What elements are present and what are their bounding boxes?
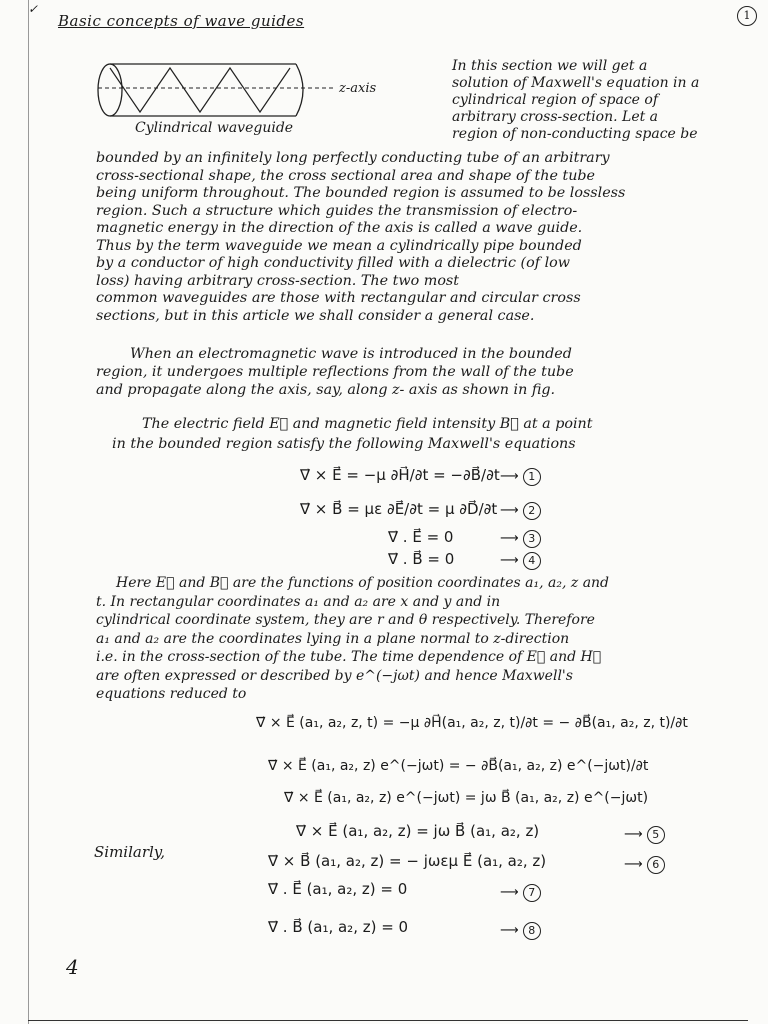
derivation-line-1: ∇⃗ × E⃗ (a₁, a₂, z, t) = −μ ∂H⃗(a₁, a₂, z, t)/∂t = − ∂B⃗(a₁, a₂, z, t)/∂t <box>256 715 688 731</box>
text-line: Thus by the term waveguide we mean a cylindrically pipe bounded <box>96 237 582 254</box>
text-line: and propagate along the axis, say, along z- axis as shown in fig. <box>96 382 556 398</box>
text-line: equations reduced to <box>96 686 247 702</box>
text-line: region. Such a structure which guides the transmission of electro- <box>96 202 578 219</box>
maxwell-equation-2: ∇⃗ × B⃗ = με ∂E⃗/∂t = μ ∂D⃗/∂t <box>300 500 498 518</box>
text-line: in the bounded region satisfy the following Maxwell's equations <box>112 436 576 452</box>
text-line: t. In rectangular coordinates a₁ and a₂ are x and y and in <box>96 593 501 610</box>
text-line: region of non-conducting space be <box>452 126 698 142</box>
definition-paragraph <box>96 150 625 325</box>
similarly-label: Similarly, <box>94 843 166 861</box>
text-line: Here E⃗ and B⃗ are the functions of position coordinates a₁, a₂, z and <box>116 575 610 591</box>
page-title: Basic concepts of wave guides <box>58 12 305 30</box>
reflection-paragraph <box>96 345 574 399</box>
text-line: are often expressed or described by e^(−jωt) and hence Maxwell's <box>96 667 573 684</box>
text-line: being uniform throughout. The bounded region is assumed to be lossless <box>96 185 626 201</box>
maxwell-equation-1: ∇⃗ × E⃗ = −μ ∂H⃗/∂t = −∂B⃗/∂t <box>300 466 500 484</box>
text-line: bounded by an infinitely long perfectly conducting tube of an arbitrary <box>96 150 610 166</box>
margin-mark: 4 <box>66 955 79 979</box>
equation-number: ⟶ 1 <box>500 468 541 486</box>
text-line: loss) having arbitrary cross-section. The two most <box>96 272 460 289</box>
result-equation-8: ∇⃗ . B⃗ (a₁, a₂, z) = 0 <box>268 918 409 936</box>
field-paragraph <box>112 414 593 454</box>
result-equation-5: ∇⃗ × E⃗ (a₁, a₂, z) = jω B⃗ (a₁, a₂, z) <box>296 822 540 840</box>
page-number-circle: 1 <box>737 6 757 26</box>
page-margin-line <box>28 0 29 1024</box>
derivation-line-3: ∇⃗ × E⃗ (a₁, a₂, z) e^(−jωt) = jω B⃗ (a₁, a₂, z) e^(−jωt) <box>284 790 649 806</box>
text-line: cylindrical region of space of <box>452 92 659 108</box>
derivation-line-2: ∇⃗ × E⃗ (a₁, a₂, z) e^(−jωt) = − ∂B⃗(a₁, a₂, z) e^(−jωt)/∂t <box>268 758 649 774</box>
text-line: In this section we will get a <box>452 58 648 74</box>
text-line: i.e. in the cross-section of the tube. The time dependence of E⃗ and H⃗ <box>96 649 602 665</box>
text-line: magnetic energy in the direction of the axis is called a wave guide. <box>96 220 583 236</box>
intro-right-paragraph <box>452 58 699 143</box>
equation-number: ⟶ 7 <box>500 884 541 902</box>
equation-number: ⟶ 2 <box>500 502 541 520</box>
z-axis-label: z-axis <box>339 81 377 96</box>
text-line: solution of Maxwell's equation in a <box>452 75 700 91</box>
text-line: region, it undergoes multiple reflections from the wall of the tube <box>96 364 574 380</box>
result-equation-7: ∇⃗ . E⃗ (a₁, a₂, z) = 0 <box>268 880 408 898</box>
text-line: cylindrical coordinate system, they are r and θ respectively. Therefore <box>96 612 595 628</box>
maxwell-equation-4: ∇⃗ . B⃗ = 0 <box>388 550 455 568</box>
text-line: arbitrary cross-section. Let a <box>452 109 659 125</box>
maxwell-equation-3: ∇⃗ . E⃗ = 0 <box>388 528 454 546</box>
text-line: When an electromagnetic wave is introduced in the bounded <box>130 346 572 362</box>
equation-number: ⟶ 8 <box>500 922 541 940</box>
text-line: cross-sectional shape, the cross sectional area and shape of the tube <box>96 167 596 184</box>
text-line: The electric field E⃗ and magnetic field intensity B⃗ at a point <box>142 416 593 432</box>
text-line: a₁ and a₂ are the coordinates lying in a plane normal to z-direction <box>96 630 570 647</box>
text-line: common waveguides are those with rectangular and circular cross <box>96 290 581 306</box>
equation-number: ⟶ 3 <box>500 530 541 548</box>
figure-caption: Cylindrical waveguide <box>135 120 294 136</box>
text-line: sections, but in this article we shall consider a general case. <box>96 307 535 324</box>
result-equation-6: ∇⃗ × B⃗ (a₁, a₂, z) = − jωεμ E⃗ (a₁, a₂, z) <box>268 852 547 870</box>
coordinates-paragraph <box>96 574 609 704</box>
waveguide-diagram <box>96 58 416 122</box>
equation-number: ⟶ 5 <box>624 826 665 844</box>
text-line: by a conductor of high conductivity filled with a dielectric (of low <box>96 255 570 271</box>
equation-number: ⟶ 4 <box>500 552 541 570</box>
page-bottom-line <box>28 1020 748 1021</box>
equation-number: ⟶ 6 <box>624 856 665 874</box>
corner-mark: ✓ <box>28 2 39 16</box>
